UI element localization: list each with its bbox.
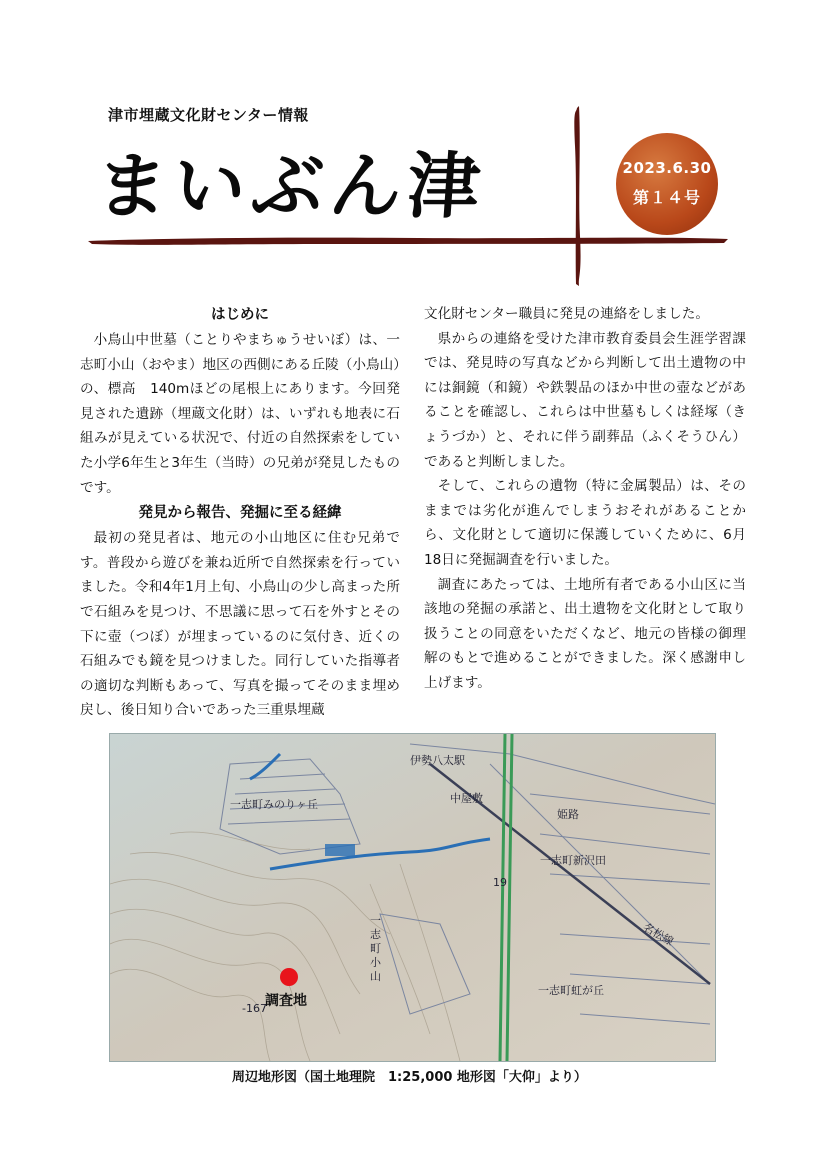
- topographic-map: [109, 733, 716, 1062]
- map-label-oyama: 一志町小山: [370, 914, 381, 983]
- paragraph-excavation: そして、これらの遺物（特に金属製品）は、そのままでは劣化が進んでしまうおそれがあることから、文化財として適切に保護していくために、6月18日に発掘調査を行いました。: [424, 478, 746, 568]
- map-label-survey-site: 調査地: [265, 993, 307, 1009]
- map-label-hime: 姫路: [557, 808, 579, 821]
- background-paragraph: 最初の発見者は、地元の小山地区に住む兄弟です。普段から遊びを兼ね近所で自然探索を行っていました。令和4年1月上旬、小鳥山の少し高まった所で石組みを見つけ、不思議に思って石を外すとその下に壺（つぼ）が埋まっているのに気付き、近くの石組みでも鏡を見つけました。同行していた指導者の適切な判断もあって、写真を撮ってそのまま埋め戻し、後日知り合いであった三重県埋蔵: [80, 530, 400, 719]
- continued-paragraph: 文化財センター職員に発見の連絡をしました。: [424, 306, 709, 322]
- map-label-yashiki: 中屋敷: [450, 792, 483, 805]
- map-label-route: 19: [493, 876, 507, 889]
- brush-stroke-divider: [88, 232, 728, 248]
- map-label-shinsawada: 一志町新沢田: [540, 854, 606, 867]
- issue-date: 2023.6.30: [622, 159, 712, 177]
- section-heading-intro: はじめに: [211, 307, 269, 323]
- issue-number: 第１４号: [632, 188, 701, 207]
- brush-vertical-stroke: [566, 106, 592, 286]
- map-label-station: 伊勢八太駅: [410, 754, 465, 767]
- paragraph-acknowledgement: 調査にあたっては、土地所有者である小山区に当該地の発掘の承諾と、出土遺物を文化財として取り扱うことの同意をいただくなど、地元の皆様の御理解のもとで進めることができました。深く感謝申し上げます。: [424, 576, 746, 691]
- map-graphic: [110, 734, 715, 1061]
- map-label-elevation: -167: [242, 1002, 267, 1015]
- newsletter-title: まいぶん津: [92, 143, 489, 228]
- map-label-hill-town: 一志町みのりヶ丘: [230, 798, 318, 811]
- left-column: [80, 302, 400, 723]
- section-heading-background: 発見から報告、発掘に至る経緯: [138, 505, 342, 522]
- map-label-meisho-line: 名松線: [640, 920, 676, 949]
- intro-paragraph: 小鳥山中世墓（ことりやまちゅうせいぼ）は、一志町小山（おやま）地区の西側にある丘陵（小鳥山）の、標高 140mほどの尾根上にあります。今回発見された遺跡（埋蔵文化財）は、いずれも地表に石組みが見えている状況で、付近の自然探索をしていた小学6年生と3年生（当時）の兄弟が発見したものです。: [80, 332, 400, 496]
- newsletter-subtitle: 津市埋蔵文化財センター情報: [108, 106, 309, 124]
- map-caption: 周辺地形図（国土地理院 1:25,000 地形図「大仰」より）: [232, 1070, 587, 1085]
- issue-badge: [616, 133, 718, 235]
- right-column: [424, 302, 746, 696]
- paragraph-confirmation: 県からの連絡を受けた津市教育委員会生涯学習課では、発見時の写真などから判断して出土遺物の中には銅鏡（和鏡）や鉄製品のほか中世の壺などがあることを確認し、これらは中世墓もしくは経塚（きょうづか）と、それに伴う副葬品（ふくそうひん）であると判断しました。: [424, 330, 746, 470]
- map-label-nijigaoka: 一志町虹が丘: [538, 984, 604, 997]
